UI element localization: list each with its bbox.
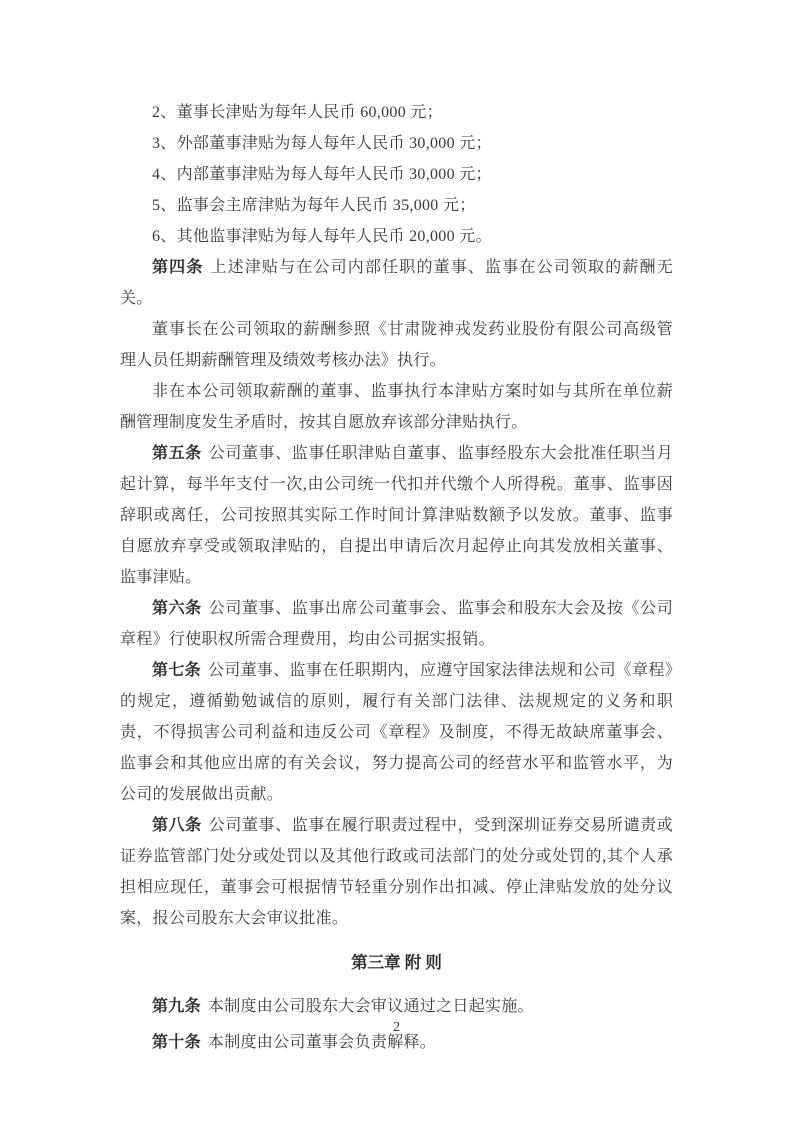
page-number: 2 [393, 1020, 400, 1035]
article-4-label: 第四条 [152, 259, 204, 276]
chapter-3-heading: 第三章 附 则 [351, 953, 442, 972]
article-6-text: 公司董事、监事出席公司董事会、监事会和股东大会及按《公司章程》行使职权所需合理费用，均由公司据实报销。 [120, 600, 674, 648]
allowance-item-chairman: 2、董事长津贴为每年人民币 60,000 元； [152, 104, 443, 121]
article-4-subparagraph-text-2: 非在本公司领取薪酬的董事、监事执行本津贴方案时如与其所在单位薪酬管理制度发生矛盾时，按其自愿放弃该部分津贴执行。 [120, 383, 673, 431]
article-6-paragraph [120, 593, 673, 655]
article-7-paragraph [120, 655, 673, 810]
article-4-subparagraph-external-salary [120, 376, 673, 438]
article-8-text: 公司董事、监事在履行职责过程中，受到深圳证券交易所谴责或证券监管部门处分或处罚以及其他行政或司法部门的处分或处罚的,其个人承担相应现任，董事会可根据情节轻重分别作出扣减、停止津贴发放的处分议案，报公司股东大会审议批准。 [120, 817, 674, 927]
article-9-paragraph [120, 991, 673, 1022]
article-5-paragraph [120, 438, 673, 593]
article-5-text: 公司董事、监事任职津贴自董事、监事经股东大会批准任职当月起计算，每半年支付一次,由公司统一代扣并代缴个人所得税。董事、监事因辞职或离任，公司按照其实际工作时间计算津贴数额予以发放。董事、监事自愿放弃享受或领取津贴的，自提出申请后次月起停止向其发放相关董事、监事津贴。 [120, 445, 674, 586]
allowance-item-supervisory-chairman: 5、监事会主席津贴为每年人民币 35,000 元； [152, 197, 476, 214]
article-4-subparagraph-chairman-salary [120, 314, 673, 376]
allowance-item-internal-director: 4、内部董事津贴为每人每年人民币 30,000 元； [152, 166, 492, 183]
article-8-label: 第八条 [152, 817, 202, 834]
article-4-text: 上述津贴与在公司内部任职的董事、监事在公司领取的薪酬无关。 [120, 259, 674, 307]
article-10-text: 本制度由公司董事会负责解释。 [207, 1034, 437, 1051]
allowance-item-external-director: 3、外部董事津贴为每人每年人民币 30,000 元； [152, 135, 492, 152]
document-body [120, 97, 673, 1063]
article-4-paragraph [120, 252, 673, 314]
article-9-text: 本制度由公司股东大会审议通过之日起实施。 [207, 998, 534, 1015]
article-8-paragraph [120, 810, 673, 934]
article-6-label: 第六条 [152, 600, 202, 617]
article-5-label: 第五条 [152, 445, 202, 462]
article-4-subparagraph-text: 董事长在公司领取的薪酬参照《甘肃陇神戎发药业股份有限公司高级管理人员任期薪酬管理及绩效考核办法》执行。 [120, 321, 673, 369]
article-9-label: 第九条 [152, 998, 201, 1015]
allowance-item-other-supervisors: 6、其他监事津贴为每人每年人民币 20,000 元。 [152, 228, 492, 245]
article-7-text: 公司董事、监事在任职期内，应遵守国家法律法规和公司《章程》的规定，遵循勤勉诚信的原则，履行有关部门法律、法规规定的义务和职责，不得损害公司利益和违反公司《章程》及制度，不得无故缺席董事会、监事会和其他应出席的有关会议，努力提高公司的经营水平和监管水平，为公司的发展做出贡献。 [120, 662, 674, 803]
article-7-label: 第七条 [152, 662, 201, 679]
article-10-label: 第十条 [152, 1034, 201, 1051]
